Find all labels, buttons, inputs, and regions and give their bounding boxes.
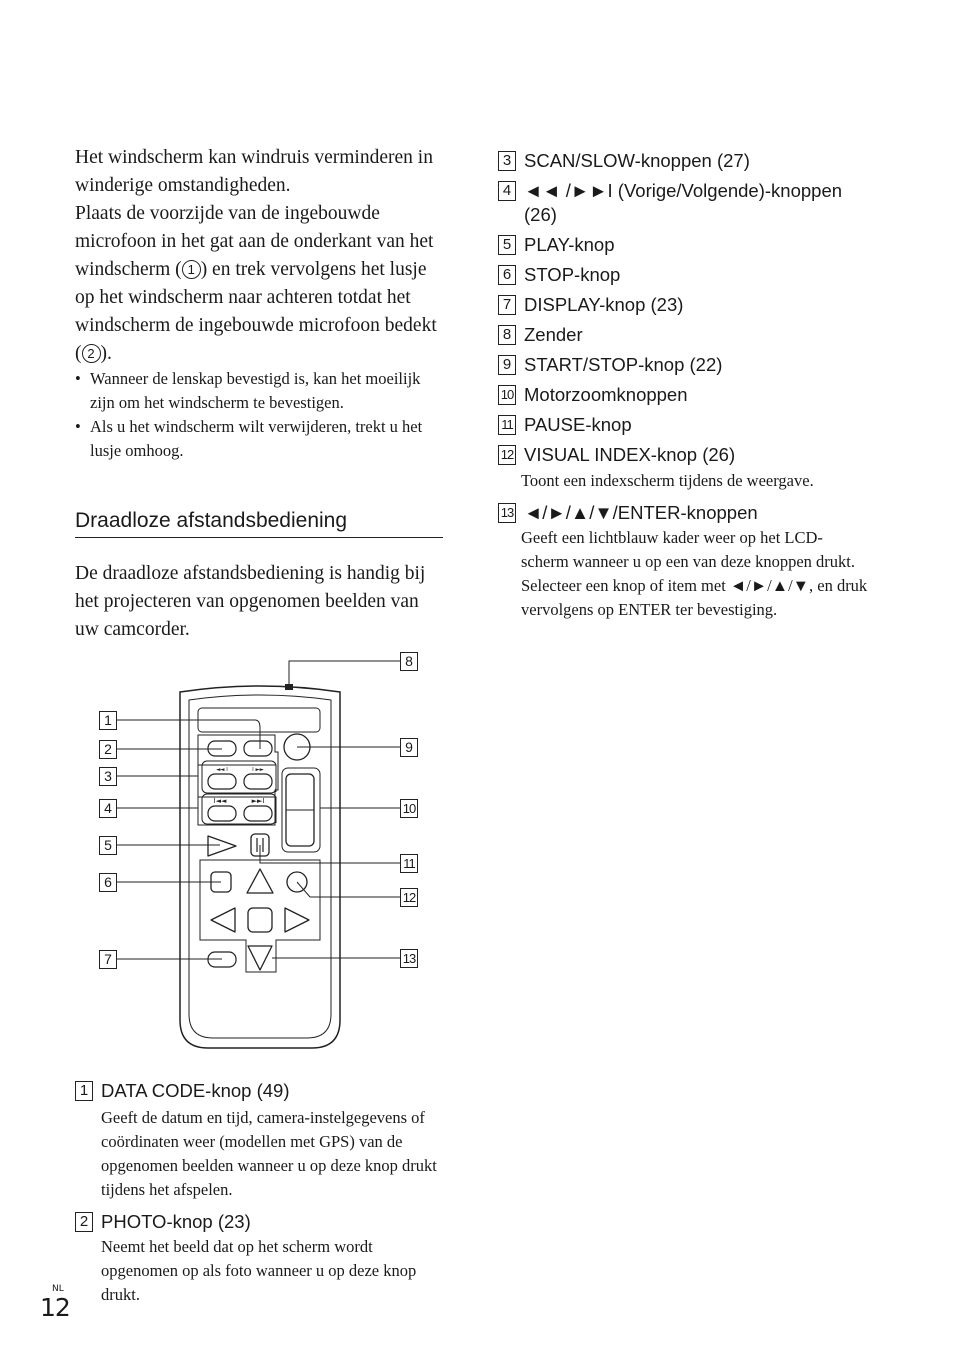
item-title: Motorzoomknoppen <box>524 384 688 405</box>
list-item <box>498 233 870 257</box>
item-number: 11 <box>498 415 516 435</box>
item-title: PAUSE-knop <box>524 414 632 435</box>
intro-paragraph <box>75 144 447 368</box>
list-item <box>75 1079 447 1202</box>
list-item <box>498 323 870 347</box>
item-title: ◄/►/▲/▼/ENTER-knoppen <box>524 502 758 523</box>
item-title: PLAY-knop <box>524 234 615 255</box>
list-item <box>498 179 870 227</box>
item-number: 10 <box>498 385 516 405</box>
item-title: Zender <box>524 324 583 345</box>
intro-sentence-1: Het windscherm kan windruis verminderen in winderige omstandigheden. <box>75 147 433 196</box>
callout-11: 11 <box>400 854 418 873</box>
scan-left-button <box>208 774 236 789</box>
callout-3: 3 <box>99 767 117 786</box>
bullet-list <box>75 367 447 463</box>
item-number: 5 <box>498 235 516 255</box>
next-label: ►►I <box>251 797 265 805</box>
enter-button <box>248 908 272 932</box>
item-list-left <box>75 1079 447 1307</box>
circled-number-1: 1 <box>182 260 201 279</box>
photo-button <box>244 741 272 756</box>
bullet-item: • Als u het windscherm wilt verwijderen, trekt u het lusje omhoog. <box>75 415 447 463</box>
callout-8: 8 <box>400 652 418 671</box>
item-number: 3 <box>498 151 516 171</box>
item-description: Neemt het beeld dat op het scherm wordt opgenomen op als foto wanneer u op deze knop drukt. <box>101 1237 417 1304</box>
item-title: DATA CODE-knop (49) <box>101 1080 290 1101</box>
item-number: 13 <box>498 503 516 523</box>
list-item <box>498 293 870 317</box>
item-description: Geeft een lichtblauw kader weer op het LCD-scherm wanneer u op een van deze knoppen drukt. Selecteer een knop of item met ◄/►/▲/▼, en druk vervolgens op ENTER ter bevestiging. <box>521 528 868 619</box>
item-list-right <box>498 149 870 622</box>
item-number: 6 <box>498 265 516 285</box>
scan-right-label: I ►► <box>252 767 264 773</box>
item-number: 9 <box>498 355 516 375</box>
scan-right-button <box>244 774 272 789</box>
intro-sentence-2 <box>75 200 447 368</box>
circled-number-2: 2 <box>82 344 101 363</box>
item-title: START/STOP-knop (22) <box>524 354 723 375</box>
item-title: SCAN/SLOW-knoppen (27) <box>524 150 750 171</box>
item-title: VISUAL INDEX-knop (26) <box>524 444 736 465</box>
intro-text-b: Plaats de voorzijde van de ingebouwde microfoon in het gat aan de onderkant van het windscherm ( <box>75 203 434 280</box>
item-title: PHOTO-knop (23) <box>101 1211 251 1232</box>
prev-button <box>208 806 236 821</box>
list-item <box>498 263 870 287</box>
item-number: 7 <box>498 295 516 315</box>
item-title: ◄◄ /►►I (Vorige/Volgende)-knoppen (26) <box>524 180 843 225</box>
item-title: DISPLAY-knop (23) <box>524 294 684 315</box>
list-item <box>498 149 870 173</box>
list-item <box>498 501 870 622</box>
section-text: De draadloze afstandsbediening is handig bij het projecteren van opgenomen beelden van uw camcorder. <box>75 563 426 640</box>
remote-control-diagram <box>90 648 430 1056</box>
prev-label: I◄◄ <box>213 797 227 805</box>
scan-left-label: ◄◄ I <box>216 767 228 773</box>
item-number: 2 <box>75 1212 93 1232</box>
callout-2: 2 <box>99 740 117 759</box>
section-heading: Draadloze afstandsbediening <box>75 509 443 538</box>
callout-7: 7 <box>99 950 117 969</box>
callout-13: 13 <box>400 949 418 968</box>
next-button <box>244 806 272 821</box>
item-number: 4 <box>498 181 516 201</box>
callout-4: 4 <box>99 799 117 818</box>
list-item <box>498 353 870 377</box>
callout-5: 5 <box>99 836 117 855</box>
transmitter-icon <box>285 684 293 690</box>
intro-text-d: ). <box>100 343 112 364</box>
item-number: 1 <box>75 1081 93 1101</box>
item-description: Geeft de datum en tijd, camera-instelgegevens of coördinaten weer (modellen met GPS) van de opgenomen beelden wanneer u op deze knop drukt tijdens het afspelen. <box>101 1108 437 1199</box>
item-description: Toont een indexscherm tijdens de weergave. <box>521 471 814 490</box>
list-item <box>75 1210 447 1307</box>
intro-text-c: ) en trek vervolgens het lusje op het windscherm naar achteren totdat het windscherm de ingebouwde microfoon bedekt ( <box>75 259 437 364</box>
page-number: 12 <box>40 1293 70 1322</box>
callout-10: 10 <box>400 799 418 818</box>
bullet-item: • Wanneer de lenskap bevestigd is, kan het moeilijk zijn om het windscherm te bevestigen. <box>75 367 447 415</box>
item-number: 8 <box>498 325 516 345</box>
callout-12: 12 <box>400 888 418 907</box>
item-number: 12 <box>498 445 516 465</box>
list-item <box>498 413 870 437</box>
list-item <box>498 443 870 493</box>
list-item <box>498 383 870 407</box>
language-code: NL <box>52 1284 64 1294</box>
callout-6: 6 <box>99 873 117 892</box>
item-title: STOP-knop <box>524 264 621 285</box>
callout-9: 9 <box>400 738 418 757</box>
callout-1: 1 <box>99 711 117 730</box>
